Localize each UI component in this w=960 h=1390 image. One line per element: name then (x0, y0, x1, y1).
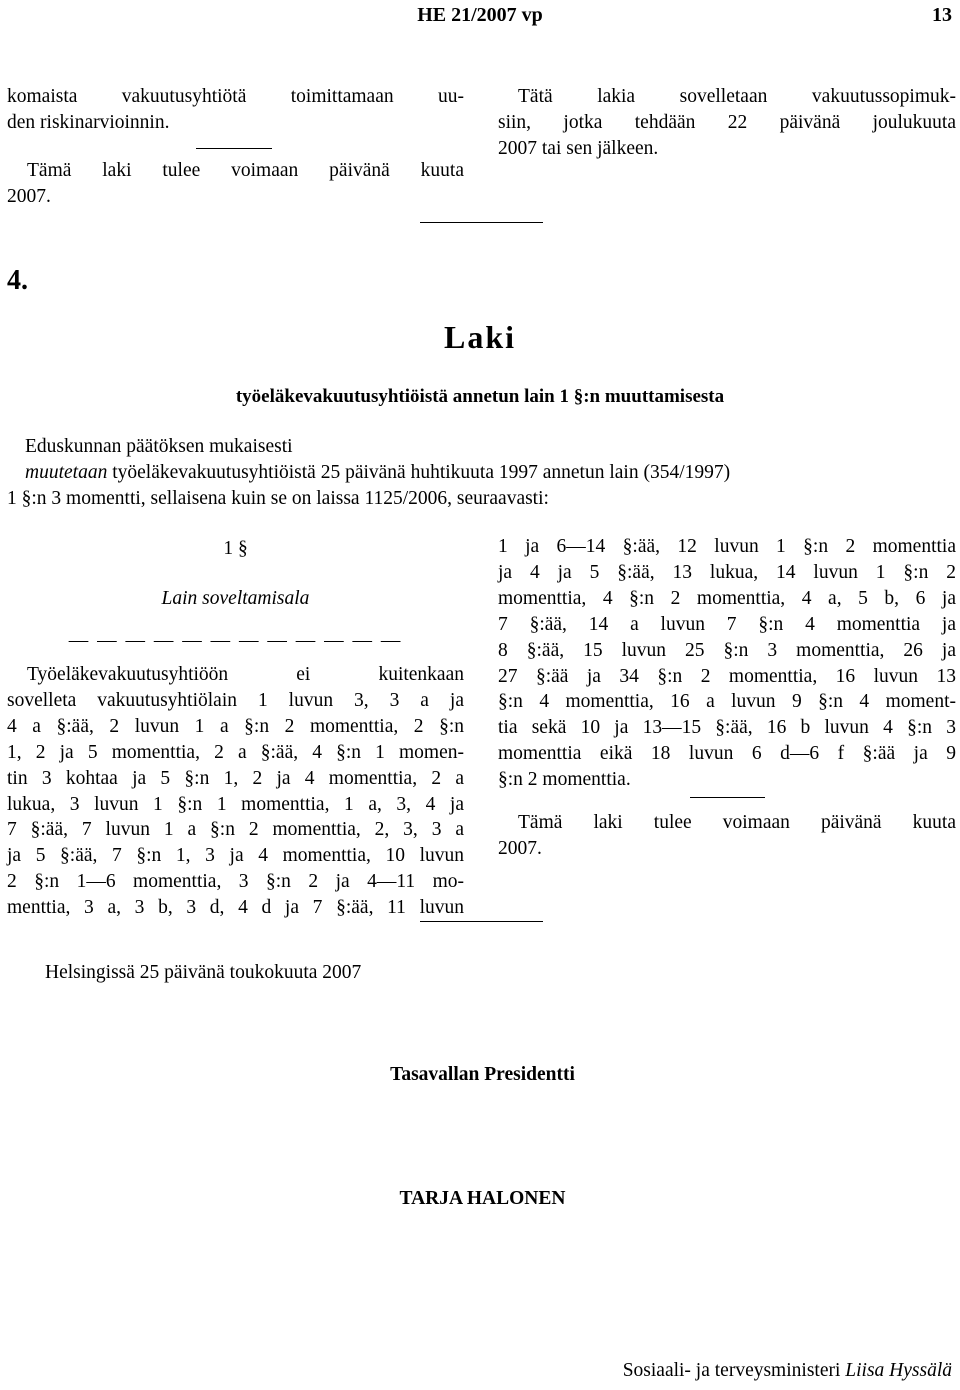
effect-line: Tämä laki tulee voimaan päivänä kuuta (518, 812, 956, 833)
body-line: momenttia eikä 18 luvun 6 d—6 f §:ää ja 9 (498, 743, 956, 765)
enactment-line (7, 460, 957, 486)
paragraph-heading: Lain soveltamisala (161, 588, 310, 609)
effect-clause (498, 810, 956, 862)
enactment-text: työeläkevakuutusyhtiöistä 25 päivänä huhtikuuta 1997 annetun lain (354/1997) (107, 462, 731, 483)
body-line: §:n 4 momenttia, 16 a luvun 9 §:n 4 moment- (498, 691, 956, 713)
body-line: lukua, 3 luvun 1 §:n 1 momenttia, 1 a, 3, 4 ja (7, 793, 464, 815)
top-right-text (498, 84, 956, 162)
effect-line: Tämä laki tulee voimaan päivänä kuuta (27, 160, 464, 181)
body-line: menttia, 3 a, 3 b, 3 d, 4 d ja 7 §:ää, 11 luvun (7, 897, 464, 919)
body-line: 7 §:ää, 14 a luvun 7 §:n 4 momenttia ja (498, 613, 956, 635)
effect-line: 2007. (498, 837, 542, 859)
president-name: TARJA HALONEN (399, 1188, 566, 1209)
enactment-verb: muutetaan (25, 462, 108, 483)
body-line: momenttia, 4 §:n 2 momenttia, 4 a, 5 b, 6 ja (498, 587, 956, 609)
president-title: Tasavallan Presidentti (390, 1064, 575, 1085)
section-number: 4. (7, 265, 28, 296)
law-title: Laki (443, 319, 517, 355)
effect-line: 2007. (7, 185, 51, 207)
top-left-text (7, 84, 464, 136)
body-line: sovelleta vakuutusyhtiölain 1 luvun 3, 3 a ja (7, 689, 464, 711)
page-number: 13 (932, 4, 952, 26)
body-line: ja 4 ja 5 §:ää, 13 lukua, 14 luvun 1 §:n 2 (498, 561, 956, 583)
body-line: 27 §:ää ja 34 §:n 2 momenttia, 16 luvun 13 (498, 665, 956, 687)
body-line: 8 §:ää, 15 luvun 25 §:n 3 momenttia, 26 ja (498, 639, 956, 661)
body-line: 2 §:n 1—6 momenttia, 3 §:n 2 ja 4—11 mo- (7, 871, 464, 893)
body-line: 4 a §:ää, 2 luvun 1 a §:n 2 momenttia, 2 §:n (7, 715, 464, 737)
body-line: ja 5 §:ää, 7 §:n 1, 3 ja 4 momenttia, 10 luvun (7, 845, 464, 867)
enactment-intro: Eduskunnan päätöksen mukaisesti (25, 436, 293, 457)
paragraph-body-left (7, 662, 464, 921)
divider-long (420, 222, 543, 223)
place-and-date: Helsingissä 25 päivänä toukokuuta 2007 (45, 962, 362, 983)
text-line: 2007 tai sen jälkeen. (498, 137, 659, 159)
text-line: siin, jotka tehdään 22 päivänä joulukuuta (498, 111, 956, 133)
text-line: komaista vakuutusyhtiötä toimittamaan uu- (7, 86, 464, 107)
divider-short (690, 797, 765, 798)
body-line: tin 3 kohtaa ja 5 §:n 1, 2 ja 4 momenttia, 2 a (7, 767, 464, 789)
text-line: Tätä lakia sovelletaan vakuutussopimuk- (518, 86, 956, 107)
body-line: 1 ja 6—14 §:ää, 12 luvun 1 §:n 2 momenttia (498, 536, 956, 557)
body-line: Työeläkevakuutusyhtiöön ei kuitenkaan (27, 664, 464, 685)
text-line: den riskinarvioinnin. (7, 111, 170, 133)
body-line: 1, 2 ja 5 momenttia, 2 a §:ää, 4 §:n 1 momen- (7, 741, 464, 763)
enactment-line: 1 §:n 3 momentti, sellaisena kuin se on laissa 1125/2006, seuraavasti: (7, 487, 549, 509)
omission-dashes: — — — — — — — — — — — — (68, 630, 403, 651)
effect-clause (7, 158, 464, 210)
body-line: §:n 2 momenttia. (498, 769, 631, 791)
divider-short (196, 148, 272, 149)
paragraph-number: 1 § (223, 538, 248, 559)
divider-long (420, 921, 543, 922)
paragraph-body-right (498, 534, 956, 793)
minister-name: Liisa Hyssälä (845, 1360, 952, 1381)
law-subtitle: työeläkevakuutusyhtiöistä annetun lain 1 §:n muuttamisesta (235, 386, 725, 407)
enactment-clause (7, 460, 957, 512)
minister-signature (623, 1358, 952, 1384)
body-line: tia sekä 10 ja 13—15 §:ää, 16 b luvun 4 §:n 3 (498, 717, 956, 739)
document-id: HE 21/2007 vp (417, 4, 543, 26)
body-line: 7 §:ää, 7 luvun 1 a §:n 2 momenttia, 2, 3, 3 a (7, 819, 464, 841)
minister-title: Sosiaali- ja terveysministeri (622, 1360, 846, 1381)
